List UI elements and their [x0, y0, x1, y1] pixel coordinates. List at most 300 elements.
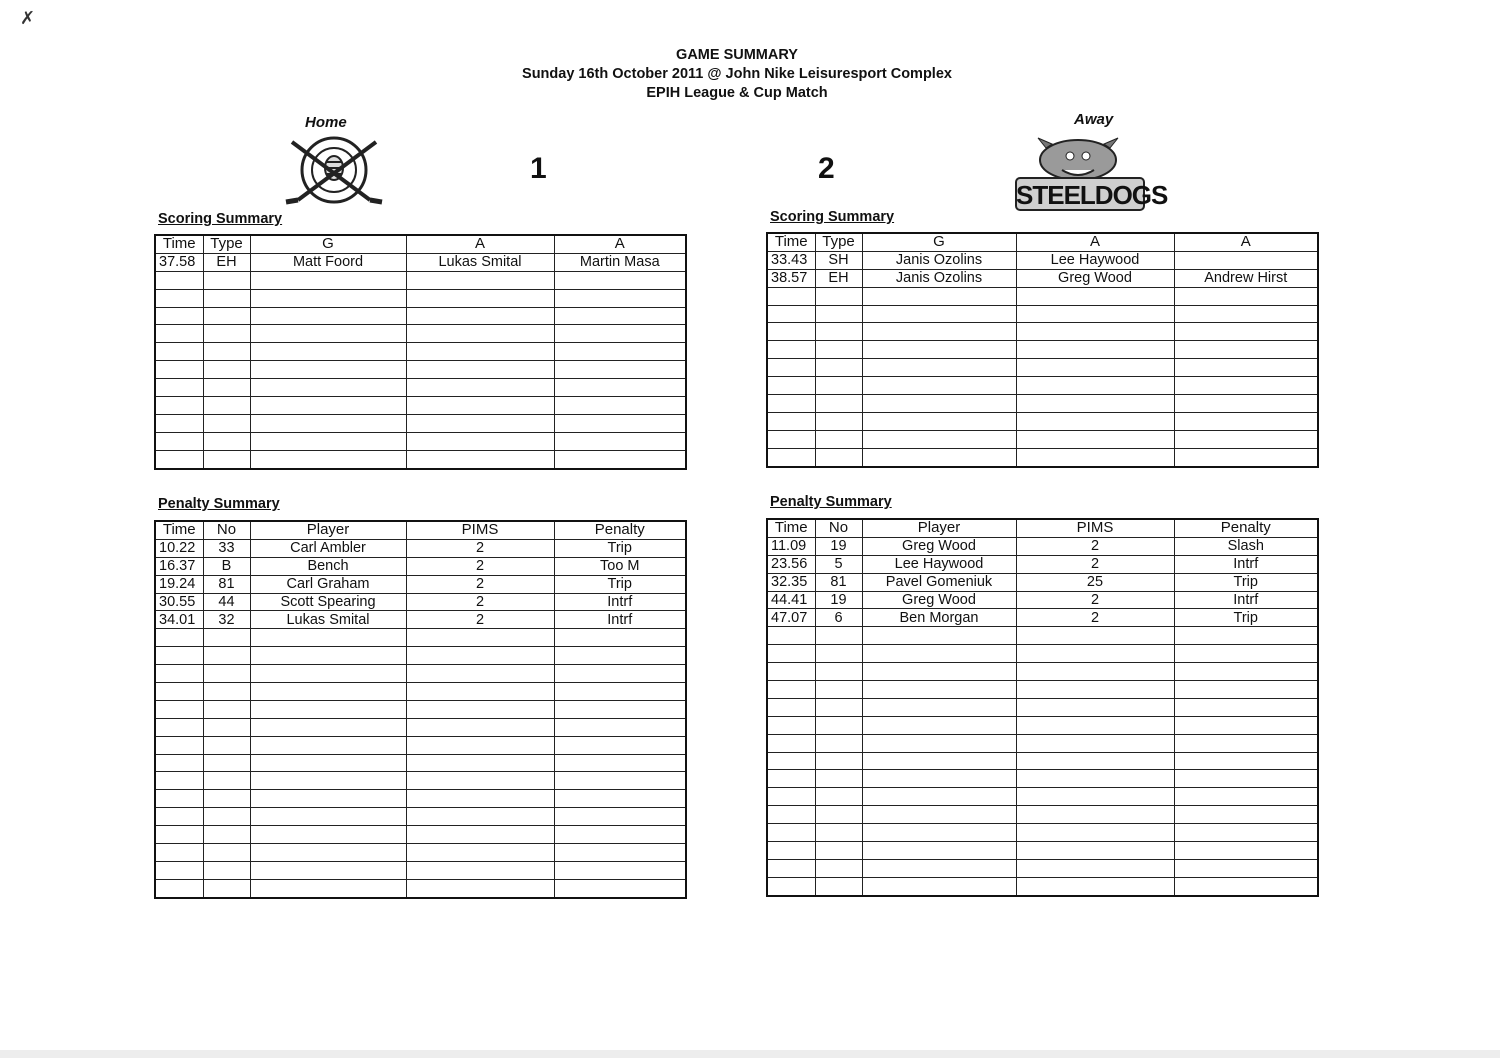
table-row [155, 879, 686, 897]
table-cell [767, 645, 815, 663]
table-row [767, 842, 1318, 860]
table-row [767, 395, 1318, 413]
table-row [767, 806, 1318, 824]
column-header: Player [862, 519, 1016, 537]
table-cell [406, 700, 554, 718]
table-cell [862, 752, 1016, 770]
table-cell [1174, 752, 1318, 770]
table-cell [554, 414, 686, 432]
table-cell [1174, 645, 1318, 663]
table-cell [815, 323, 862, 341]
table-cell [767, 663, 815, 681]
away-penalty-table [766, 518, 1319, 897]
table-cell [1174, 377, 1318, 395]
table-cell [1174, 716, 1318, 734]
table-cell [815, 448, 862, 466]
table-cell: Trip [554, 575, 686, 593]
table-cell: Lee Haywood [1016, 251, 1174, 269]
table-cell: Janis Ozolins [862, 251, 1016, 269]
column-header: Time [155, 235, 203, 253]
table-cell: 81 [203, 575, 250, 593]
table-cell [554, 700, 686, 718]
column-header: A [1016, 233, 1174, 251]
table-cell [203, 879, 250, 897]
table-cell [767, 824, 815, 842]
header-row [155, 521, 686, 539]
table-row [155, 575, 686, 593]
table-cell: Lee Haywood [862, 555, 1016, 573]
handwritten-tick-mark: ✗ [20, 8, 36, 28]
table-cell [250, 289, 406, 307]
table-cell: Carl Ambler [250, 539, 406, 557]
table-cell [862, 430, 1016, 448]
table-cell [815, 877, 862, 895]
table-cell: Matt Foord [250, 253, 406, 271]
table-cell [203, 790, 250, 808]
table-cell [554, 629, 686, 647]
table-cell: 38.57 [767, 269, 815, 287]
column-header: Type [203, 235, 250, 253]
table-cell [767, 341, 815, 359]
table-row [155, 629, 686, 647]
table-cell: 33 [203, 539, 250, 557]
table-cell [406, 790, 554, 808]
table-cell [1016, 859, 1174, 877]
table-cell: B [203, 557, 250, 575]
table-row [767, 591, 1318, 609]
table-cell [406, 736, 554, 754]
table-cell [155, 629, 203, 647]
table-row [767, 341, 1318, 359]
table-cell [1174, 788, 1318, 806]
table-cell [767, 806, 815, 824]
table-cell [1174, 681, 1318, 699]
table-cell [203, 379, 250, 397]
table-cell: 11.09 [767, 537, 815, 555]
table-cell [155, 647, 203, 665]
table-row [767, 609, 1318, 627]
table-cell [203, 683, 250, 701]
table-cell [767, 627, 815, 645]
table-cell [815, 734, 862, 752]
table-cell [767, 752, 815, 770]
away-penalty-summary-title: Penalty Summary [770, 494, 892, 510]
table-cell [815, 698, 862, 716]
table-cell: 16.37 [155, 557, 203, 575]
table-cell [250, 361, 406, 379]
column-header: PIMS [1016, 519, 1174, 537]
table-cell: Trip [554, 539, 686, 557]
match-date-venue: Sunday 16th October 2011 @ John Nike Leisuresport Complex [522, 66, 952, 82]
table-cell: 2 [1016, 591, 1174, 609]
table-cell [155, 289, 203, 307]
table-cell [203, 844, 250, 862]
table-row [155, 861, 686, 879]
document-title: GAME SUMMARY [676, 47, 798, 63]
table-cell [250, 397, 406, 415]
table-cell [406, 414, 554, 432]
table-cell [250, 754, 406, 772]
table-cell [406, 808, 554, 826]
table-row [767, 448, 1318, 466]
table-cell [406, 718, 554, 736]
table-cell [1016, 287, 1174, 305]
column-header: A [1174, 233, 1318, 251]
table-cell [767, 305, 815, 323]
table-cell [155, 754, 203, 772]
table-cell: 2 [406, 611, 554, 629]
table-row [767, 663, 1318, 681]
table-cell [155, 790, 203, 808]
table-cell: 44.41 [767, 591, 815, 609]
table-cell: Intrf [1174, 591, 1318, 609]
table-cell [815, 859, 862, 877]
table-cell [1016, 395, 1174, 413]
table-cell [250, 450, 406, 468]
table-cell: Janis Ozolins [862, 269, 1016, 287]
table-cell [250, 844, 406, 862]
column-header: Time [767, 233, 815, 251]
table-cell [767, 430, 815, 448]
table-cell [250, 414, 406, 432]
table-cell [203, 647, 250, 665]
table-cell [1174, 359, 1318, 377]
table-cell [203, 808, 250, 826]
table-cell: 81 [815, 573, 862, 591]
table-cell [203, 736, 250, 754]
header-row [767, 519, 1318, 537]
table-cell: Carl Graham [250, 575, 406, 593]
match-type: EPIH League & Cup Match [646, 85, 828, 101]
table-cell [155, 826, 203, 844]
table-cell: Too M [554, 557, 686, 575]
table-row [155, 647, 686, 665]
table-cell: Lukas Smital [406, 253, 554, 271]
table-cell [406, 397, 554, 415]
table-cell [1174, 395, 1318, 413]
table-cell [1016, 842, 1174, 860]
table-cell [406, 772, 554, 790]
table-cell [862, 859, 1016, 877]
table-row [767, 573, 1318, 591]
table-cell [1174, 770, 1318, 788]
table-row [767, 734, 1318, 752]
table-cell [862, 323, 1016, 341]
table-row [155, 253, 686, 271]
table-cell [554, 754, 686, 772]
table-cell: Scott Spearing [250, 593, 406, 611]
table-cell [406, 307, 554, 325]
table-cell: Trip [1174, 573, 1318, 591]
column-header: G [862, 233, 1016, 251]
table-cell [554, 683, 686, 701]
table-cell [862, 287, 1016, 305]
table-cell [767, 859, 815, 877]
table-cell [767, 788, 815, 806]
table-cell [815, 842, 862, 860]
table-cell [203, 271, 250, 289]
table-cell [155, 683, 203, 701]
table-cell: 5 [815, 555, 862, 573]
table-cell [815, 341, 862, 359]
table-cell: EH [815, 269, 862, 287]
table-cell: Martin Masa [554, 253, 686, 271]
table-cell [554, 736, 686, 754]
table-cell: Trip [1174, 609, 1318, 627]
table-cell [1174, 877, 1318, 895]
steeldogs-logo-wordmark: STEELDOGS [1016, 180, 1168, 210]
table-cell [155, 432, 203, 450]
table-cell [767, 681, 815, 699]
table-row [155, 289, 686, 307]
table-cell: 25 [1016, 573, 1174, 591]
table-cell [203, 629, 250, 647]
table-cell: Greg Wood [1016, 269, 1174, 287]
table-row [767, 323, 1318, 341]
table-cell [554, 271, 686, 289]
table-row [767, 770, 1318, 788]
table-cell [1174, 251, 1318, 269]
table-cell [862, 412, 1016, 430]
table-row [155, 700, 686, 718]
table-cell [1174, 430, 1318, 448]
table-cell [203, 718, 250, 736]
table-row [767, 412, 1318, 430]
table-cell: 32 [203, 611, 250, 629]
table-cell [815, 824, 862, 842]
table-cell [554, 665, 686, 683]
table-cell [155, 307, 203, 325]
table-cell [1174, 824, 1318, 842]
table-cell [1174, 842, 1318, 860]
table-row [155, 361, 686, 379]
table-cell [554, 289, 686, 307]
table-cell [862, 627, 1016, 645]
table-cell [155, 736, 203, 754]
table-cell: 2 [406, 539, 554, 557]
table-cell [250, 790, 406, 808]
table-cell [406, 343, 554, 361]
table-cell: 2 [1016, 609, 1174, 627]
table-cell [1016, 788, 1174, 806]
table-cell [862, 877, 1016, 895]
table-cell [1016, 377, 1174, 395]
column-header: Penalty [554, 521, 686, 539]
table-cell: Ben Morgan [862, 609, 1016, 627]
table-cell [815, 430, 862, 448]
table-cell [155, 879, 203, 897]
table-cell [862, 770, 1016, 788]
table-row [767, 305, 1318, 323]
table-cell [554, 718, 686, 736]
table-cell [554, 432, 686, 450]
table-cell: Pavel Gomeniuk [862, 573, 1016, 591]
table-cell [203, 665, 250, 683]
table-cell [1174, 323, 1318, 341]
table-row [155, 414, 686, 432]
table-cell: Slash [1174, 537, 1318, 555]
table-row [767, 359, 1318, 377]
table-cell [1016, 824, 1174, 842]
table-cell [554, 861, 686, 879]
table-row [767, 681, 1318, 699]
table-cell [203, 700, 250, 718]
table-row [767, 752, 1318, 770]
table-cell: 34.01 [155, 611, 203, 629]
table-cell [1016, 716, 1174, 734]
table-row [155, 772, 686, 790]
header-row [155, 235, 686, 253]
column-header: Time [155, 521, 203, 539]
table-cell [155, 414, 203, 432]
table-cell [203, 397, 250, 415]
table-cell [862, 377, 1016, 395]
table-cell [1016, 734, 1174, 752]
table-cell [767, 412, 815, 430]
table-cell [1016, 323, 1174, 341]
table-cell: 30.55 [155, 593, 203, 611]
table-row [155, 754, 686, 772]
table-cell [767, 287, 815, 305]
table-cell [554, 826, 686, 844]
table-cell [250, 629, 406, 647]
table-cell [250, 683, 406, 701]
table-row [155, 611, 686, 629]
table-cell [406, 826, 554, 844]
table-cell [1174, 412, 1318, 430]
table-cell [203, 772, 250, 790]
table-cell [554, 307, 686, 325]
table-row [767, 537, 1318, 555]
home-score: 1 [530, 152, 547, 185]
table-row [155, 844, 686, 862]
table-row [155, 271, 686, 289]
table-cell [815, 287, 862, 305]
table-cell [862, 395, 1016, 413]
table-cell [862, 842, 1016, 860]
table-cell [815, 770, 862, 788]
table-cell: 2 [1016, 555, 1174, 573]
table-row [155, 325, 686, 343]
document-header [0, 46, 1474, 103]
away-score: 2 [818, 152, 835, 185]
column-header: G [250, 235, 406, 253]
table-cell: 2 [406, 557, 554, 575]
table-cell [203, 861, 250, 879]
table-cell [155, 772, 203, 790]
table-cell [406, 844, 554, 862]
table-cell [862, 663, 1016, 681]
table-cell [203, 289, 250, 307]
table-cell [862, 824, 1016, 842]
table-cell [406, 879, 554, 897]
table-cell: 2 [406, 575, 554, 593]
table-row [767, 251, 1318, 269]
table-cell [155, 271, 203, 289]
table-cell [815, 681, 862, 699]
table-row [767, 877, 1318, 895]
table-cell [155, 718, 203, 736]
table-row [155, 397, 686, 415]
table-cell [554, 647, 686, 665]
table-cell [406, 361, 554, 379]
table-row [155, 593, 686, 611]
table-row [767, 377, 1318, 395]
away-scoring-summary-title: Scoring Summary [770, 209, 895, 225]
table-cell [155, 450, 203, 468]
table-cell [250, 379, 406, 397]
table-cell: Lukas Smital [250, 611, 406, 629]
table-cell [767, 359, 815, 377]
home-team-label: Home [305, 114, 347, 131]
table-cell [250, 808, 406, 826]
column-header: Type [815, 233, 862, 251]
table-row [155, 790, 686, 808]
table-cell [554, 325, 686, 343]
table-cell [250, 700, 406, 718]
table-cell [203, 414, 250, 432]
table-cell [250, 307, 406, 325]
table-cell [1016, 359, 1174, 377]
table-cell: Greg Wood [862, 537, 1016, 555]
table-cell [815, 788, 862, 806]
table-cell [767, 734, 815, 752]
table-cell [406, 325, 554, 343]
table-cell [406, 665, 554, 683]
table-cell [155, 665, 203, 683]
table-row [767, 788, 1318, 806]
table-cell [203, 450, 250, 468]
table-cell [406, 647, 554, 665]
table-cell: Intrf [554, 611, 686, 629]
table-cell [1016, 663, 1174, 681]
table-cell [250, 826, 406, 844]
table-cell [406, 379, 554, 397]
table-cell [1174, 448, 1318, 466]
table-cell [554, 450, 686, 468]
table-row [155, 808, 686, 826]
table-cell [862, 734, 1016, 752]
table-cell: Intrf [554, 593, 686, 611]
table-cell: 37.58 [155, 253, 203, 271]
column-header: A [406, 235, 554, 253]
table-cell [1016, 448, 1174, 466]
table-cell [1174, 663, 1318, 681]
table-row [155, 826, 686, 844]
table-row [155, 736, 686, 754]
table-cell [767, 395, 815, 413]
table-cell [203, 361, 250, 379]
table-cell: 6 [815, 609, 862, 627]
table-cell [406, 754, 554, 772]
table-cell [203, 754, 250, 772]
scan-edge [0, 1050, 1500, 1058]
table-row [155, 665, 686, 683]
home-penalty-table [154, 520, 687, 899]
table-cell: 2 [406, 593, 554, 611]
table-cell [203, 307, 250, 325]
table-cell [554, 808, 686, 826]
table-row [767, 716, 1318, 734]
table-cell [406, 861, 554, 879]
table-row [155, 683, 686, 701]
table-cell: 47.07 [767, 609, 815, 627]
table-cell [767, 877, 815, 895]
table-cell [554, 397, 686, 415]
table-row [155, 539, 686, 557]
home-scoring-summary-title: Scoring Summary [158, 211, 283, 227]
table-cell [862, 788, 1016, 806]
